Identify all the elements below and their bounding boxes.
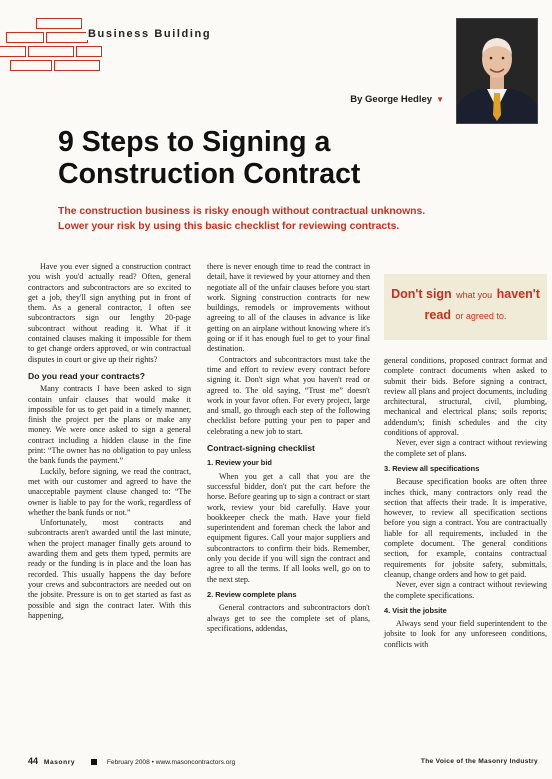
column-3 [384, 356, 547, 650]
magazine-name: Masonry [43, 759, 76, 766]
paragraph: Never, ever sign a contract without reviewing the complete specifications. [384, 580, 547, 600]
paragraph: Because specification books are often three inches thick, many contractors only read the section that affects their trade. It is imperative, however, to review all specification sections before you sign a contract. You are contractually liable for all requirements, included in the complete document. The general conditions section, for example, contains contractual requirements for jobsite safety, submittals, cleanup, change orders and how to get paid. [384, 477, 547, 579]
paragraph: Have you ever signed a construction contract you wish you'd actually read? Often, general contractors and subcontractors are so excited to get a job, they'll sign anything put in front of them. As a general contractor, I often see subcontractors sign our lengthy 20-page subcontract without reading it. What if it contained clauses making it impossible for them to get change orders approved, or win contractual disputes in court or give up their rights? [28, 262, 191, 364]
paragraph: Luckily, before signing, we read the contract, met with our customer and agreed to have the unacceptable payment clause changed to: “The owner is liable to pay for the work, regardless of whether the bank funds or not.” [28, 466, 191, 517]
pull-quote: Don't sign what you haven't read or agreed to. [384, 274, 547, 340]
subheading: Do you read your contracts? [28, 370, 145, 381]
page-number: 44 [28, 756, 39, 766]
paragraph: Always send your field superintendent to the jobsite to look for any unforeseen conditions, conflicts with [384, 619, 547, 649]
paragraph: Contractors and subcontractors must take the time and effort to review every contract before signing it. Don't sign what you haven't read or agreed to. The old saying, “Trust me” doesn't work in your favor often. For every project, large and small, go through each step of the following checklist before putting your pen to paper and celebrating a new job to start. [207, 354, 370, 436]
triangle-icon: ▼ [436, 95, 444, 104]
byline: By George Hedley ▼ [350, 94, 444, 105]
issue-info: February 2008 • www.masoncontractors.org [106, 759, 236, 766]
paragraph: When you get a call that you are the successful bidder, don't put the cart before the horse. Before gearing up to sign a contract or start work, review your bid carefully. Have your bookkeeper check the math. Have your field superintendent and foreman check the labor and equipment figures. Call your major suppliers and subcontractors to confirm their bids. Remember, only you decide if you will sign the contract and agree to all the terms. If all looks well, go on to the next step. [207, 471, 370, 584]
paragraph: Many contracts I have been asked to sign contain unfair clauses that would make it impossible for us to get paid in a timely manner, finish the project per the plans or make any money. We were once asked to sign a general contract including a hidden clause in the fine print: “The owner has no obligation to pay unless the bank funds the payment.” [28, 384, 191, 466]
column-2 [207, 262, 370, 634]
subheading: Contract-signing checklist [207, 443, 315, 454]
paragraph: General contractors and subcontractors don't always get to see the complete set of plans, specifications, addendas, [207, 603, 370, 633]
paragraph: Unfortunately, most contracts and subcontracts aren't awarded until the last minute, when the project manager finally gets around to awarding them and gets them typed, permits are ready or the funding is in place and the loan has recorded. This usually happens the day before your crews and subcontractors are needed out on the jobsite. Pressure is on to get started as fast as possible and sign the contract later. With this happening, [28, 518, 191, 620]
step-heading: 3. Review all specifications [384, 463, 480, 473]
paragraph: Never, ever sign a contract without reviewing the complete set of plans. [384, 438, 547, 458]
article-deck: The construction business is risky enough without contractual unknowns. Lower your risk by using this basic checklist for reviewing contracts. [58, 206, 426, 232]
footer-tagline: The Voice of the Masonry Industry [420, 758, 538, 765]
page-footer [28, 756, 544, 766]
paragraph: there is never enough time to read the contract in detail, have it reviewed by your attorney and then negotiate all of the unfair clauses before you start work. Signing construction contracts for new buildings, remodels or improvements without agreeing to all of the clauses in advance is like getting on an airplane without knowing where it's going or if it has enough fuel to get to your final destination. [207, 262, 370, 354]
article-title: 9 Steps to Signing a Construction Contract [58, 126, 361, 190]
step-heading: 4. Visit the jobsite [384, 605, 447, 615]
paragraph: general conditions, proposed contract format and complete contract documents when asked to submit their bids. Before signing a contract, review all plans and project documents, including architectural, structural, civil, plumbing, mechanical and electrical plans; soils reports; addendum's; finish schedules and the city conditions of approval. [384, 356, 547, 438]
square-icon [91, 759, 97, 765]
brick-logo [0, 6, 100, 66]
column-1 [28, 262, 191, 621]
section-label: Business Building [88, 28, 212, 40]
author-photo [456, 18, 538, 124]
step-heading: 2. Review complete plans [207, 589, 297, 599]
step-heading: 1. Review your bid [207, 458, 272, 468]
